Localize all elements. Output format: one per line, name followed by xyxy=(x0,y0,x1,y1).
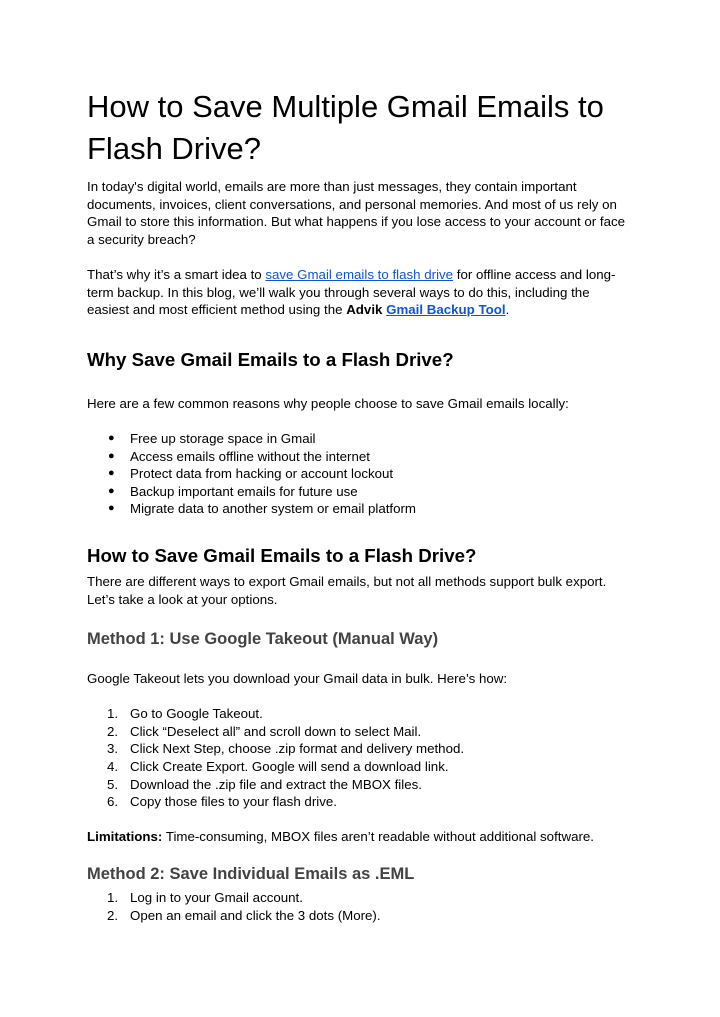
method-1-lead-text: Google Takeout lets you download your Gmail data in bulk. Here’s how: xyxy=(87,671,508,687)
bullet-icon: ● xyxy=(108,431,115,444)
step-number: 2. xyxy=(107,907,119,923)
list-item: 3. Click Next Step, choose .zip format and delivery method. xyxy=(107,741,465,757)
intro-text-before-link: That’s why it’s a smart idea to xyxy=(87,266,266,282)
step-number: 1. xyxy=(107,890,119,906)
bullet-icon: ● xyxy=(108,467,115,480)
list-item: 2. Open an email and click the 3 dots (More). xyxy=(107,907,381,923)
list-item: 1. Log in to your Gmail account. xyxy=(107,890,303,906)
list-item: ● Migrate data to another system or email platform xyxy=(108,501,417,517)
list-item: ● Access emails offline without the internet xyxy=(108,448,370,464)
method-2-steps xyxy=(87,889,635,924)
step-number: 3. xyxy=(107,741,119,757)
limitations-label: Limitations: xyxy=(87,829,163,845)
document-page xyxy=(87,86,635,924)
list-item: 6. Copy those files to your flash drive. xyxy=(107,794,337,810)
list-item: 5. Download the .zip file and extract the MBOX files. xyxy=(107,776,422,792)
page-title: How to Save Multiple Gmail Emails to Flash Drive? xyxy=(87,89,604,166)
save-gmail-emails-link[interactable]: save Gmail emails to flash drive xyxy=(265,266,454,282)
why-lead-text: Here are a few common reasons why people choose to save Gmail emails locally: xyxy=(87,395,569,411)
method-1-steps xyxy=(87,705,635,811)
intro-text-after-link: for offline access and long-term backup. In this blog, we’ll walk you through several ways to do this, including the easiest and most efficient method using the xyxy=(87,266,616,318)
intro-paragraph-2: That’s why it’s a smart idea to save Gmail emails to flash drive for offline access and long-term backup. In this blog, we’ll walk you through several ways to do this, including the easiest and most efficient method using the Advik Gmail Backup Tool. xyxy=(87,266,616,318)
step-number: 4. xyxy=(107,759,119,775)
gmail-backup-tool-link[interactable]: Gmail Backup Tool xyxy=(386,302,506,318)
list-item: ● Free up storage space in Gmail xyxy=(108,430,316,446)
how-lead-text: There are different ways to export Gmail emails, but not all methods support bulk export. Let’s take a look at your options. xyxy=(87,573,607,607)
method-2-heading: Method 2: Save Individual Emails as .EML xyxy=(87,865,415,884)
section-heading-why: Why Save Gmail Emails to a Flash Drive? xyxy=(87,348,454,370)
limitations-text: Time-consuming, MBOX files aren’t readable without additional software. xyxy=(162,829,594,845)
list-item: 2. Click “Deselect all” and scroll down to select Mail. xyxy=(107,723,422,739)
step-number: 2. xyxy=(107,723,119,739)
step-number: 6. xyxy=(107,794,119,810)
list-item: 1. Go to Google Takeout. xyxy=(107,706,263,722)
bullet-icon: ● xyxy=(108,484,115,497)
limitations-note xyxy=(87,828,635,846)
reasons-list xyxy=(87,430,635,518)
intro-paragraph: In today's digital world, emails are more than just messages, they contain important documents, invoices, client conversations, and personal memories. And most of us rely on Gmail to store this information. But what happens if you lose access to your account or face a security breach? xyxy=(87,179,626,247)
step-number: 5. xyxy=(107,776,119,792)
list-item: ● Protect data from hacking or account lockout xyxy=(108,466,394,482)
list-item: ● Backup important emails for future use xyxy=(108,483,358,499)
bullet-icon: ● xyxy=(108,449,115,462)
bullet-icon: ● xyxy=(108,502,115,515)
step-number: 1. xyxy=(107,706,119,722)
list-item: 4. Click Create Export. Google will send a download link. xyxy=(107,759,449,775)
brand-name: Advik xyxy=(346,302,383,318)
method-1-heading: Method 1: Use Google Takeout (Manual Way) xyxy=(87,630,439,649)
section-heading-how: How to Save Gmail Emails to a Flash Drive? xyxy=(87,544,477,566)
